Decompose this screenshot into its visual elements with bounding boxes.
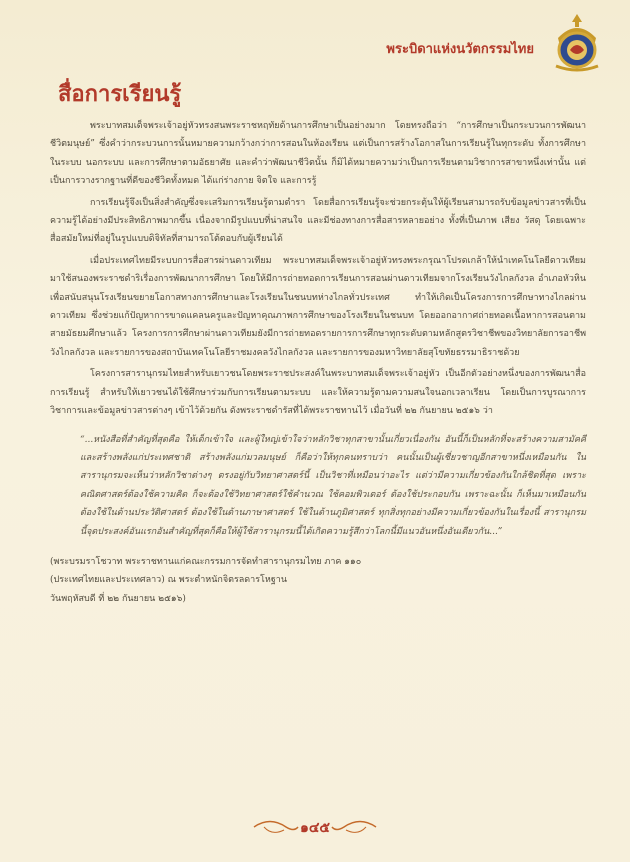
reference-line: (พระบรมราโชวาท พระราชทานแก่คณะกรรมการจัดทำสารานุกรมไทย ภาค ๑๑๐: [50, 556, 362, 567]
page-number: ๑๔๕: [299, 820, 331, 836]
paragraph: เมื่อประเทศไทยมีระบบการสื่อสารผ่านดาวเทียม พระบาทสมเด็จพระเจ้าอยู่หัวทรงพระกรุณาโปรดเกล้าให้นำเทคโนโลยีดาวเทียมมาใช้สนองพระราชดำริเรื่องการพัฒนาการศึกษา โดยให้มีการถ่ายทอดการเรียนการสอนผ่านดาวเทียมจากโรงเรียนวังไกลกังวล อำเภอหัวหิน เพื่อสนับสนุนโรงเรียนขยายโอกาสทางการศึกษาและโรงเรียนในชนบทห่างไกลทั่วประเทศ ทำให้เกิดเป็นโครงการการศึกษาทางไกลผ่านดาวเทียม ซึ่งช่วยแก้ปัญหาการขาดแคลนครูและปัญหาคุณภาพการศึกษาของโรงเรียนในชนบท โดยออกอากาศถ่ายทอดเนื้อหาการสอนตามสายมัธยมศึกษาแล้ว โครงการการศึกษาผ่านดาวเทียมยังมีการถ่ายทอดรายการการศึกษาทุกระดับตามหลักสูตรวิชาชีพของวิทยาลัยการอาชีพวังไกลกังวล และรายการของสถาบันเทคโนโลยีราชมงคลวังไกลกังวล และรายการของมหาวิทยาลัยสุโขทัยธรรมาธิราชด้วย: [50, 255, 586, 358]
paragraph: การเรียนรู้จึงเป็นสิ่งสำคัญซึ่งจะเสริมการเรียนรู้ตามตำรา โดยสื่อการเรียนรู้จะช่วยกระตุ้นให้ผู้เรียนสามารถรับข้อมูลข่าวสารที่เป็นความรู้ได้อย่างมีประสิทธิภาพมากขึ้น เนื่องจากมีรูปแบบที่น่าสนใจ และมีช่องทางการสื่อสารหลายอย่าง ทั้งที่เป็นภาพ เสียง วัสดุ โดยเฉพาะสื่อสมัยใหม่ที่อยู่ในรูปแบบดิจิทัลที่สามารถโต้ตอบกับผู้เรียนได้: [50, 197, 586, 245]
section-heading: สื่อการเรียนรู้: [58, 82, 182, 107]
header-title: พระบิดาแห่งนวัตกรรมไทย: [386, 42, 534, 57]
page-number-ornament: [250, 814, 380, 840]
reference-line: (ประเทศไทยและประเทศลาว) ณ พระตำหนักจิตรลดารโหฐาน: [50, 575, 287, 586]
body-text: [50, 117, 586, 608]
reference-line: วันพฤหัสบดี ที่ ๒๒ กันยายน ๒๕๑๖): [50, 593, 186, 604]
paragraph: พระบาทสมเด็จพระเจ้าอยู่หัวทรงสนพระราชหฤทัยด้านการศึกษาเป็นอย่างมาก โดยทรงถือว่า “การศึกษาเป็นกระบวนการพัฒนาชีวิตมนุษย์” ซึ่งคำว่ากระบวนการนั้นหมายความกว้างกว่าการสอนในห้องเรียน แต่เป็นการสร้างโอกาสในการเรียนรู้ในทุกระดับ ทั้งการศึกษาในระบบ นอกระบบ และการศึกษาตามอัธยาศัย และคำว่าพัฒนาชีวิตนั้น ก็มิได้หมายความว่าเป็นการเรียนตามวิชาการสาขาหนึ่งเท่านั้น แต่เป็นการวางรากฐานที่ดีของชีวิตทั้งหมด ได้แก่ร่างกาย จิตใจ และการรู้: [50, 121, 586, 187]
reference-block: [50, 553, 586, 608]
royal-emblem-icon: [548, 12, 606, 74]
royal-quote: “...หนังสือที่สำคัญที่สุดคือ ให้เด็กเข้าใจ และผู้ใหญ่เข้าใจว่าหลักวิชาทุกสาขานั้นเกี่ยวเนื่องกัน อันนี้ก็เป็นหลักที่จะสร้างความสามัคคีและสร้างพลังแก่ประเทศชาติ สร้างพลังแก่มวลมนุษย์ ก็คือว่าให้ทุกคนทราบว่า คนนั้นเป็นผู้เชี่ยวชาญอีกสาขาหนึ่งเหมือนกัน ในสารานุกรมจะเห็นว่าหลักวิชาต่างๆ ตรงอยู่กับวิทยาศาสตร์นี้ เป็นวิชาที่เหมือนว่าอะไร แต่ว่ามีความเกี่ยวข้องกันใกล้ชิดที่สุด เพราะคณิตศาสตร์ต้องใช้ความคิด ก็จะต้องใช้วิทยาศาสตร์ใช้คำนวณ ใช้คอมพิวเตอร์ ต้องใช้ประกอบกัน เพราะฉะนั้น ก็เห็นมาเหมือนกัน ต้องใช้ในด้านประวัติศาสตร์ ต้องใช้ในด้านภาษาศาสตร์ ใช้ในด้านภูมิศาสตร์ ทุกสิ่งทุกอย่างมีความเกี่ยวข้องกันในเรื่องนี้ สารานุกรมนี้จุดประสงค์อันแรกอันสำคัญที่สุดก็คือให้ผู้ใช้สารานุกรมนี้ได้เกิดความรู้สึกว่าโลกนี้มีแนวอันหนึ่งอันเดียวกัน...”: [80, 434, 586, 537]
paragraph: โครงการสารานุกรมไทยสำหรับเยาวชนโดยพระราชประสงค์ในพระบาทสมเด็จพระเจ้าอยู่หัว เป็นอีกตัวอย่างหนึ่งของการพัฒนาสื่อการเรียนรู้ สำหรับให้เยาวชนได้ใช้ศึกษาร่วมกับการเรียนตามระบบ และให้ความรู้ตามความสนใจนอกเวลาเรียน โดยเป็นการบูรณาการวิชาการและข้อมูลข่าวสารต่างๆ เข้าไว้ด้วยกัน ดังพระราชดำรัสที่ได้พระราชทานไว้ เมื่อวันที่ ๒๒ กันยายน ๒๕๑๖ ว่า: [50, 369, 586, 417]
